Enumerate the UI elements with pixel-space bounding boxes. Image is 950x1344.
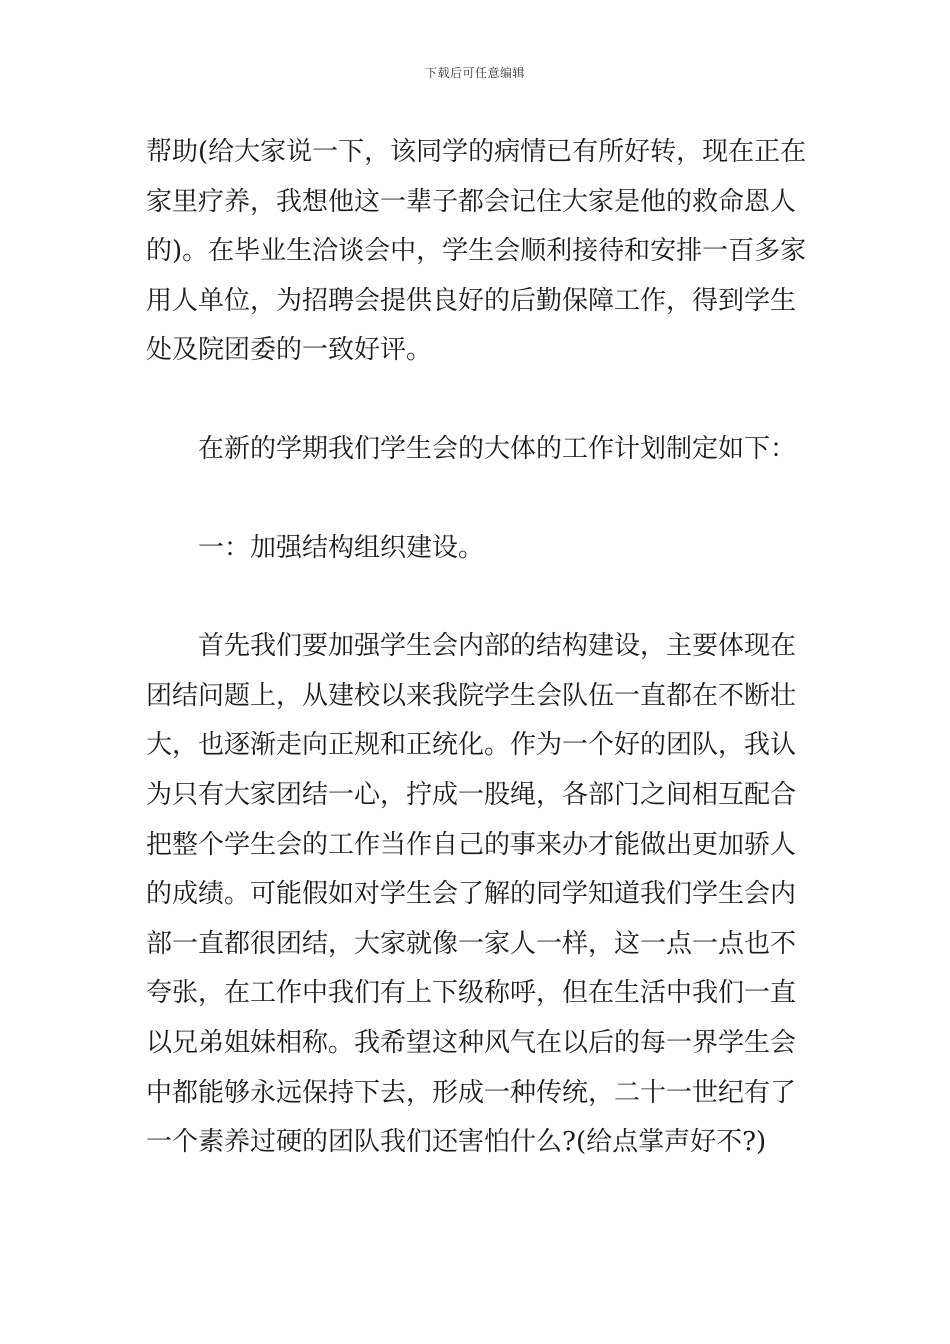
section-heading-1 — [146, 524, 810, 574]
document-body — [146, 128, 810, 1168]
paragraph-line: 为只有大家团结一心，拧成一股绳，各部门之间相互配合 — [146, 779, 797, 810]
paragraph-line: 首先我们要加强学生会内部的结构建设，主要体现在 — [198, 631, 797, 662]
page-header-note: 下载后可任意编辑 — [424, 66, 525, 80]
paragraph-line: 把整个学生会的工作当作自己的事来办才能做出更加骄人 — [146, 829, 797, 860]
paragraph-line: 部一直都很团结，大家就像一家人一样，这一点一点也不 — [146, 928, 797, 959]
paragraph-line: 的)。在毕业生洽谈会中，学生会顺利接待和安排一百多家 — [146, 236, 807, 267]
paragraph-line: 家里疗养，我想他这一辈子都会记住大家是他的救命恩人 — [146, 186, 797, 217]
paragraph-line: 帮助(给大家说一下，该同学的病情已有所好转，现在正在 — [146, 137, 807, 167]
paragraph-line: 处及院团委的一致好评。 — [146, 335, 433, 366]
paragraph-line: 中都能够永远保持下去，形成一种传统，二十一世纪有了 — [146, 1077, 797, 1108]
paragraph-2 — [146, 425, 810, 475]
paragraph-3 — [146, 622, 810, 1168]
paragraph-line: 的成绩。可能假如对学生会了解的同学知道我们学生会内 — [146, 879, 797, 910]
section-heading-text: 一：加强结构组织建设。 — [198, 532, 485, 563]
paragraph-line: 夸张，在工作中我们有上下级称呼，但在生活中我们一直 — [146, 978, 797, 1009]
paragraph-line: 在新的学期我们学生会的大体的工作计划制定如下： — [198, 433, 797, 464]
paragraph-line: 大，也逐渐走向正规和正统化。作为一个好的团队，我认 — [146, 730, 797, 761]
paragraph-line: 以兄弟姐妹相称。我希望这种风气在以后的每一界学生会 — [146, 1027, 797, 1058]
paragraph-line: 用人单位，为招聘会提供良好的后勤保障工作，得到学生 — [146, 285, 797, 316]
paragraph-1 — [146, 128, 810, 376]
paragraph-line: 团结问题上，从建校以来我院学生会队伍一直都在不断壮 — [146, 680, 797, 711]
paragraph-line: 一个素养过硬的团队我们还害怕什么?(给点掌声好不?) — [146, 1127, 767, 1158]
